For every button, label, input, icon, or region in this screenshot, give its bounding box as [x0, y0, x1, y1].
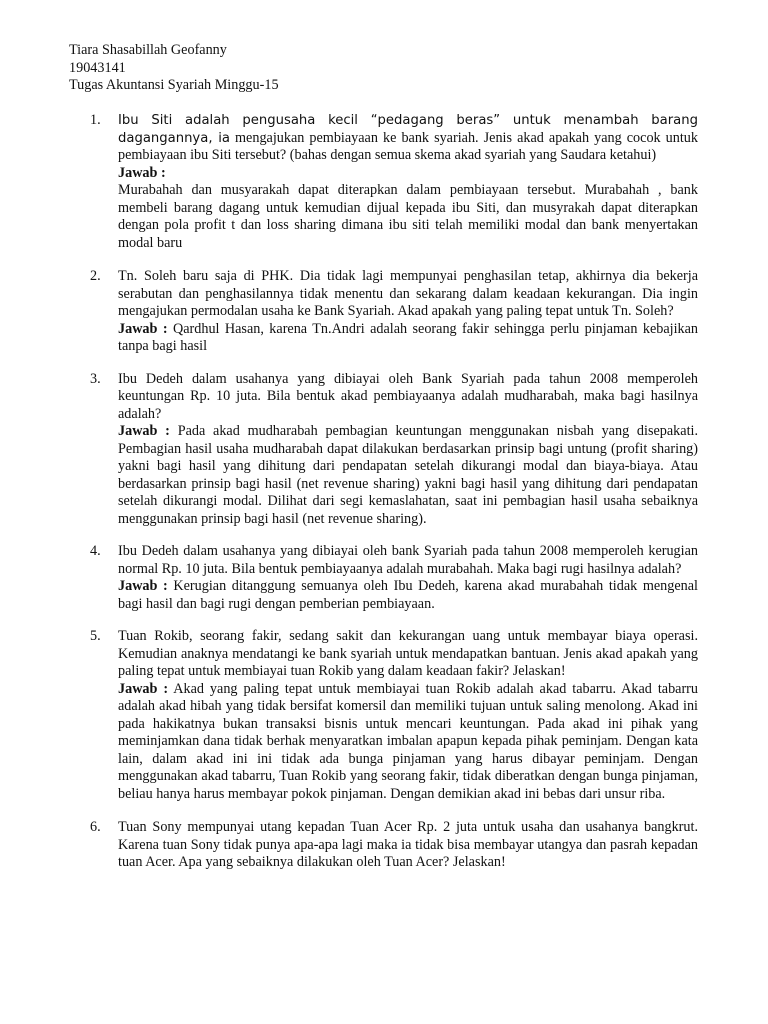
question-lead-line: Ibu Siti adalah pengusaha kecil “pedagang beras” untuk menambah barang dagangannya, ia	[118, 113, 698, 146]
question-number: 4.	[90, 543, 101, 559]
answer-text: Murabahah dan musyarakah dapat diterapkan dalam pembiayaan tersebut. Murabahah , bank membeli barang dagang untuk kemudian dijual kepada ibu Siti, dan musyrakah dapat diterapkan dengan pola profit t dan loss sharing dimana ibu siti telah memiliki modal dan bank menyertakan modal baru	[118, 182, 698, 251]
question-text: Tuan Rokib, seorang fakir, sedang sakit dan kekurangan uang untuk membayar biaya operasi. Kemudian anaknya mendatangi ke bank syariah untuk mendapatkan bantuan. Jenis akad apakah yang paling tepat untuk membiayai tuan Rokib yang dalam keadaan fakir? Jelaskan!	[118, 628, 698, 679]
answer-label: Jawab :	[118, 320, 168, 337]
answer-block	[118, 423, 698, 528]
answer-label: Jawab :	[118, 164, 166, 181]
answer-text: Akad yang paling tepat untuk membiayai tuan Rokib adalah akad tabarru. Akad tabarru adalah akad hibah yang tidak bersifat komersil dan memiliki tujuan untuk saling menolong. Akad ini pada hakikatnya bukan transaksi bisnis untuk mencari keuntungan. Pada akad ini pihak yang meminjamkan dana tidak berhak menyaratkan imbalan apapun kepada pihak peminjam. Dengan kata lain, dalam akad ini ini tidak ada bunga pinjaman yang harus dibayar peminjam. Dengan menggunakan akad tabarru, Tuan Rokib yang seorang fakir, tidak diberatkan dengan bunga pinjaman, beliau hanya harus membayar pokok pinjaman. Dengan demikian akad ini bebas dari unsur riba.	[118, 680, 699, 802]
question-text: Ibu Dedeh dalam usahanya yang dibiayai oleh Bank Syariah pada tahun 2008 memperoleh keuntungan Rp. 10 juta. Bila bentuk akad pembiayaanya adalah mudharabah, maka bagi hasilnya adalah?	[118, 370, 698, 422]
assignment-title: Tugas Akuntansi Syariah Minggu-15	[69, 77, 279, 93]
student-name: Tiara Shasabillah Geofanny	[69, 42, 227, 58]
question-text	[118, 112, 698, 165]
answer-label: Jawab :	[118, 680, 169, 697]
question-item-3	[90, 371, 698, 529]
question-rest: mengajukan pembiayaan ke bank syariah. Jenis akad apakah yang cocok untuk pembiayaan ibu Siti tersebut? (bahas dengan semua skema akad syariah yang Saudara ketahui)	[118, 129, 698, 163]
answer-label: Jawab :	[118, 578, 168, 594]
answer-block	[118, 578, 698, 613]
question-number: 5.	[90, 628, 101, 644]
question-text: Ibu Dedeh dalam usahanya yang dibiayai oleh bank Syariah pada tahun 2008 memperoleh kerugian normal Rp. 10 juta. Bila bentuk pembiayaanya adalah murabahah. Maka bagi rugi hasilnya adalah?	[118, 543, 698, 577]
question-item-2	[90, 268, 698, 356]
question-number: 3.	[90, 370, 101, 387]
answer-label: Jawab :	[118, 423, 170, 439]
answer-block	[118, 321, 698, 356]
answer-text: Qardhul Hasan, karena Tn.Andri adalah seorang fakir sehingga perlu pinjaman kebajikan tanpa bagi hasil	[118, 320, 698, 354]
question-text: Tn. Soleh baru saja di PHK. Dia tidak lagi mempunyai penghasilan tetap, akhirnya dia bekerja serabutan dan penghasilannya tidak menentu dan sekarang dalam keadaan kekurangan. Dia ingin mengajukan permodalan usaha ke Bank Syariah. Akad apakah yang paling tepat untuk Tn. Soleh?	[118, 268, 698, 319]
question-number: 2.	[90, 268, 101, 284]
document-header	[69, 42, 279, 95]
question-number: 1.	[90, 112, 101, 128]
question-item-6	[90, 819, 698, 872]
answer-text: Kerugian ditanggung semuanya oleh Ibu Dedeh, karena akad murabahah tidak mengenal bagi hasil dan bagi rugi dengan pemberian pembiayaan.	[118, 578, 698, 612]
student-id: 19043141	[69, 59, 126, 76]
question-number: 6.	[90, 819, 101, 835]
question-list	[90, 112, 698, 888]
answer-text: Pada akad mudharabah pembagian keuntungan menggunakan nisbah yang disepakati. Pembagian hasil usaha mudharabah dapat dilakukan berdasarkan prinsip bagi untung (profit sharing) yakni bagi hasil yang dihitung dari pendapatan setelah dikurangi modal dan biaya-biaya. Atau berdasarkan prinsip bagi hasil (net revenue sharing) yakni bagi hasil yang dihitung dari pendapatan setelah dikurangi modal. Dilihat dari segi kemaslahatan, saat ini pembagian hasil usaha sebaiknya menggunakan prinsip bagi hasil (net revenue sharing).	[118, 423, 698, 527]
question-item-4	[90, 543, 698, 613]
answer-block	[118, 681, 698, 804]
question-text: Tuan Sony mempunyai utang kepadan Tuan Acer Rp. 2 juta untuk usaha dan usahanya bangkrut. Karena tuan Sony tidak punya apa-apa lagi maka ia tidak bisa membayar utangya dan pasrah kepadan tuan Acer. Apa yang sebaiknya dilakukan oleh Tuan Acer? Jelaskan!	[118, 819, 698, 870]
question-item-1	[90, 112, 698, 252]
question-item-5	[90, 628, 698, 803]
